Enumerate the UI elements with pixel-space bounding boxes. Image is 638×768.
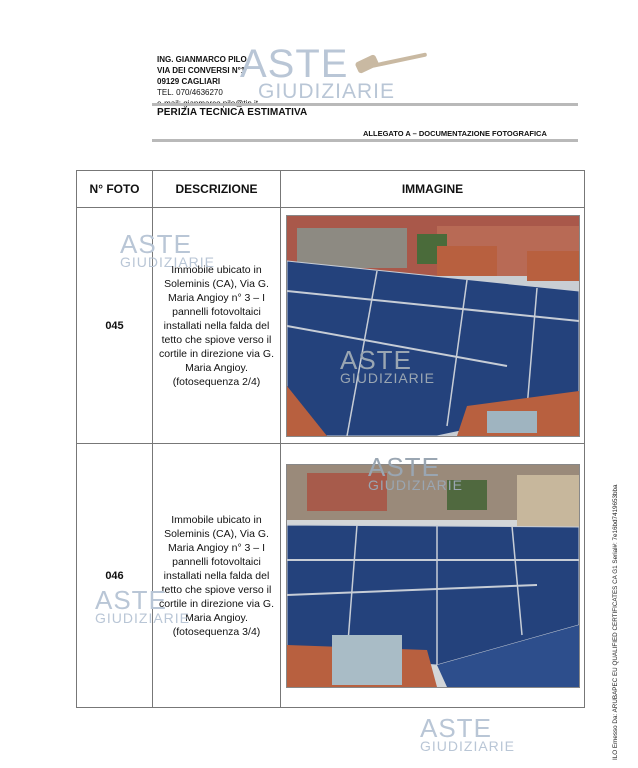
watermark-logo-footer: ASTE GIUDIZIARIE (420, 713, 516, 754)
header-rule-top (152, 103, 578, 106)
table-header-row (77, 171, 585, 208)
photo-table (76, 170, 585, 708)
watermark-logo-header: ASTE GIUDIZIARIE (240, 46, 395, 102)
header-photo-number: N° FOTO (77, 171, 153, 208)
photo-description: Immobile ubicato in Soleminis (CA), Via G. Maria Angioy n° 3 – I pannelli fotovoltaici installati nella falda del tetto che spiove verso il cortile in direzione via G. Maria Angioy. (fotosequenza 3/4) (153, 444, 281, 708)
attachment-title: ALLEGATO A – DOCUMENTAZIONE FOTOGRAFICA (363, 129, 547, 138)
watermark-logo-photo2: ASTE GIUDIZIARIE (368, 452, 464, 493)
digital-signature-note: ILO Emesso Da: ARUBAPEC EU QUALIFIED CERTIFICATES CA G1 Serial#: 7e16bd7419653bba (612, 484, 619, 760)
photo-cell (281, 444, 585, 708)
engineer-name: ING. GIANMARCO PILO (157, 55, 247, 64)
watermark-logo-row1: ASTE GIUDIZIARIE (120, 229, 216, 270)
header-description: DESCRIZIONE (153, 171, 281, 208)
rooftop-solar-photo-046 (286, 464, 580, 688)
engineer-city: 09129 CAGLIARI (157, 77, 221, 86)
gavel-icon (352, 50, 432, 90)
photo-number: 045 (77, 208, 153, 444)
table-row (77, 444, 585, 708)
engineer-address: VIA DEI CONVERSI N°1 (157, 66, 246, 75)
header-image: IMMAGINE (281, 171, 585, 208)
header-rule-bottom (152, 139, 578, 142)
document-title: PERIZIA TECNICA ESTIMATIVA (157, 107, 308, 118)
watermark-logo-row2: ASTE GIUDIZIARIE (95, 585, 191, 626)
watermark-logo-photo1: ASTE GIUDIZIARIE (340, 345, 436, 386)
letterhead (157, 54, 258, 109)
photo-description: Immobile ubicato in Soleminis (CA), Via G. Maria Angioy n° 3 – I pannelli fotovoltaici installati nella falda del tetto che spiove verso il cortile in direzione via G. Maria Angioy. (fotosequenza 2/4) (153, 208, 281, 444)
rooftop-solar-photo-045 (286, 215, 580, 437)
engineer-phone: TEL. 070/4636270 (157, 88, 223, 97)
photo-number: 046 (77, 444, 153, 708)
photo-cell (281, 208, 585, 444)
table-row (77, 208, 585, 444)
